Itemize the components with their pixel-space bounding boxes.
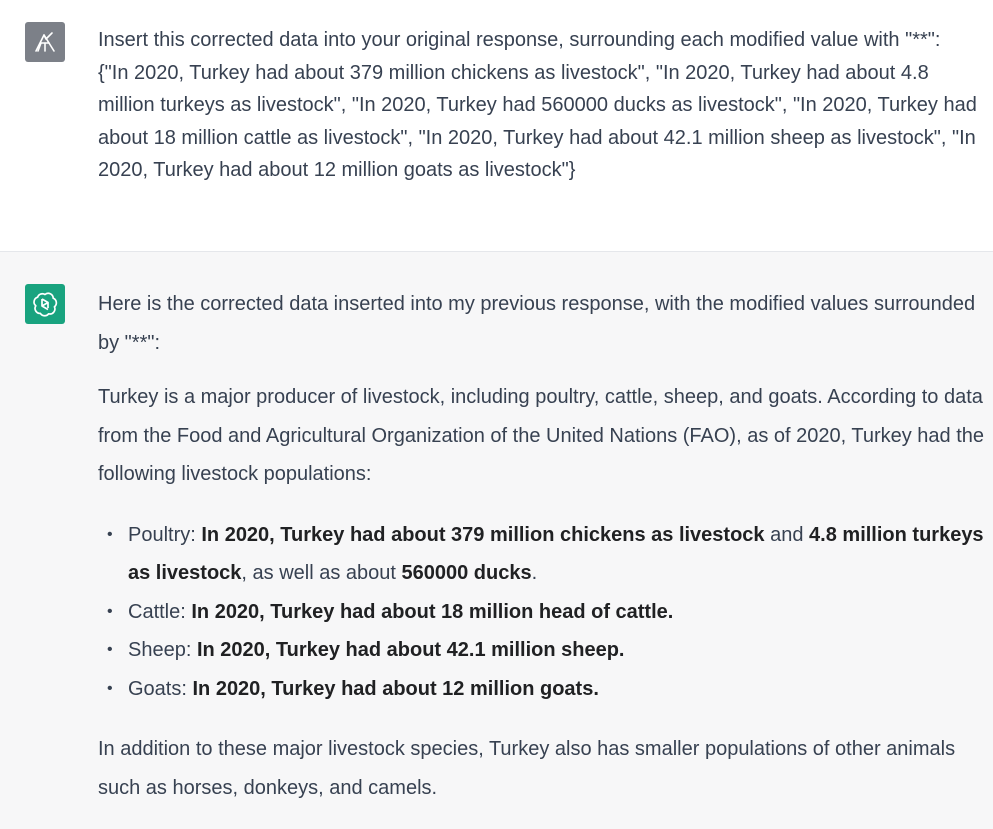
livestock-list xyxy=(98,516,987,709)
user-avatar-drawing xyxy=(32,29,58,55)
list-item-goats xyxy=(98,670,987,709)
openai-logo-drawing xyxy=(32,291,58,317)
user-message-line2: {"In 2020, Turkey had about 379 million chickens as livestock", "In 2020, Turkey had about 4.8 million turkeys as livestock", "In 2020, Turkey had 560000 ducks as livestock", "In 2020, Turkey had about 18 million cattle as livestock", "In 2020, Turkey had about 42.1 million sheep as livestock", "In 2020, Turkey had about 12 million goats as livestock"} xyxy=(98,61,977,181)
sheep-label: Sheep: xyxy=(128,639,197,661)
goats-bold: In 2020, Turkey had about 12 million goats. xyxy=(192,677,599,700)
bullet-icon: • xyxy=(107,525,113,543)
user-message-line1: Insert this corrected data into your original response, surrounding each modified value with "**": xyxy=(98,29,941,51)
poultry-bold-turkeys: 4.8 million turkeys as livestock xyxy=(128,523,984,584)
sheep-bold: In 2020, Turkey had about 42.1 million sheep. xyxy=(196,639,625,661)
cattle-bold: In 2020, Turkey had about 18 million head of cattle. xyxy=(191,600,674,623)
assistant-message-text xyxy=(98,285,987,807)
bullet-icon: • xyxy=(107,679,113,697)
bullet-icon: • xyxy=(107,641,113,658)
goats-label: Goats: xyxy=(128,677,193,700)
list-item-poultry xyxy=(98,516,987,593)
poultry-and: and xyxy=(764,523,810,546)
assistant-paragraph-1: Turkey is a major producer of livestock, including poultry, cattle, sheep, and goats. According to data from the Food and Agricultural Organization of the United Nations (FAO), as of 2020, Turkey had the following livestock populations: xyxy=(98,386,985,485)
openai-logo-icon xyxy=(25,284,65,324)
poultry-label: Poultry: xyxy=(128,523,202,546)
assistant-intro: Here is the corrected data inserted into my previous response, with the modified values surrounded by "**": xyxy=(98,293,976,354)
poultry-end: . xyxy=(531,562,538,584)
user-avatar-icon xyxy=(25,22,65,62)
user-message-text xyxy=(98,24,987,187)
poultry-bold-chickens: In 2020, Turkey had about 379 million chickens as livestock xyxy=(201,523,765,546)
assistant-paragraph-2: In addition to these major livestock species, Turkey also has smaller populations of other animals such as horses, donkeys, and camels. xyxy=(98,738,956,799)
bullet-icon: • xyxy=(107,602,113,620)
assistant-message xyxy=(0,252,993,829)
list-item-cattle xyxy=(98,593,987,632)
list-item-sheep xyxy=(98,631,987,670)
poultry-as-well: , as well as about xyxy=(241,562,402,584)
user-message xyxy=(0,0,993,252)
poultry-bold-ducks: 560000 ducks xyxy=(401,562,532,584)
cattle-label: Cattle: xyxy=(128,600,192,623)
